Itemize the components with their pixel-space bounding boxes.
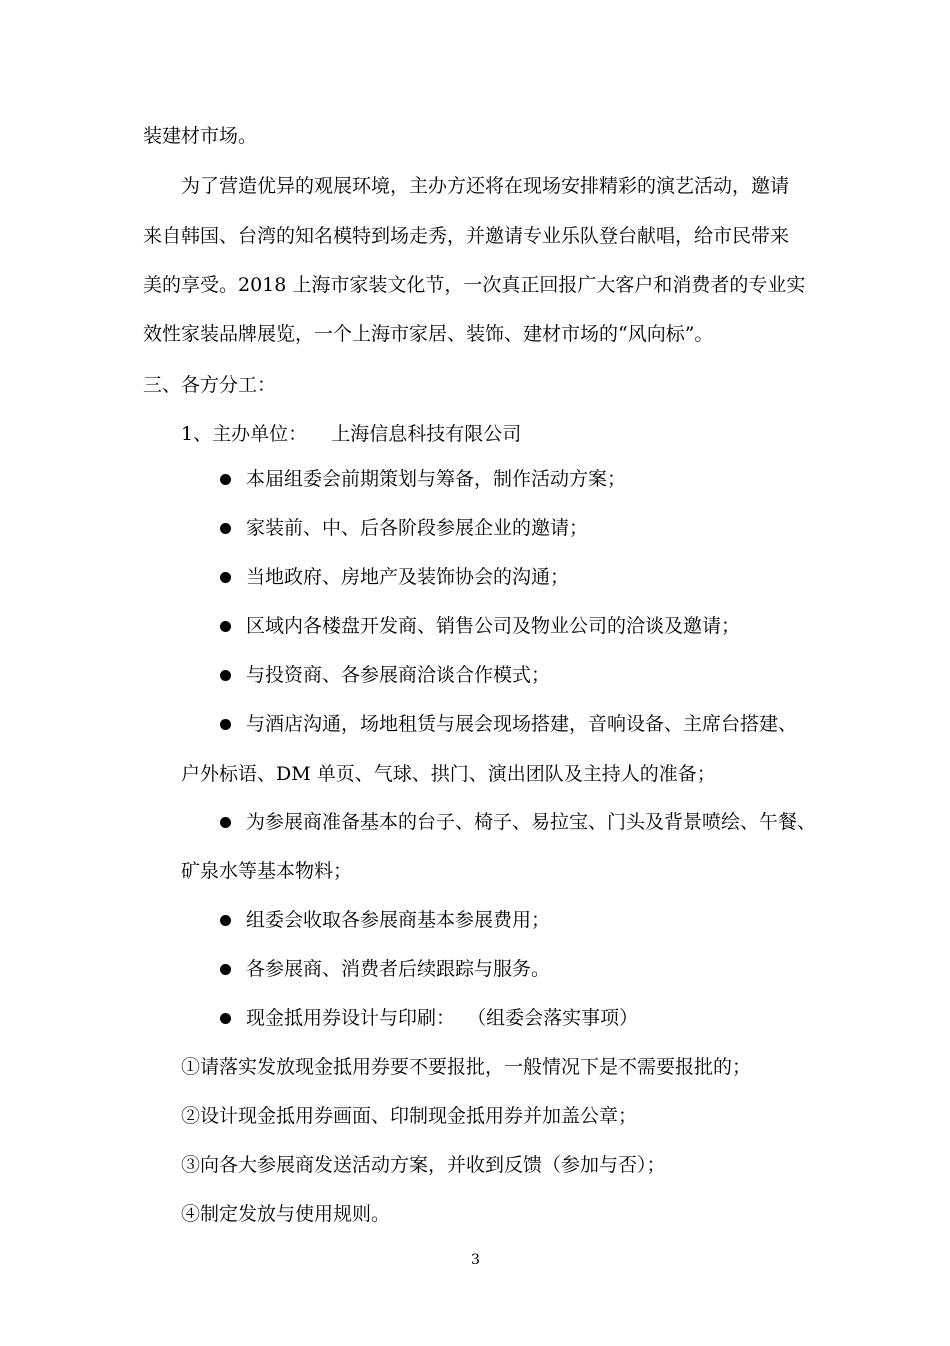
- bullet-dot-icon: [220, 621, 231, 632]
- bullet-item-continuation: 户外标语、DM 单页、气球、拱门、演出团队及主持人的准备；: [181, 763, 716, 785]
- bullet-item: 本届组委会前期策划与筹备，制作活动方案；: [246, 468, 627, 490]
- paragraph-intro-line-1: 为了营造优异的观展环境，主办方还将在现场安排精彩的演艺活动，邀请: [181, 175, 790, 197]
- bullet-dot-icon: [220, 915, 231, 926]
- bullet-dot-icon: [220, 964, 231, 975]
- bullet-dot-icon: [220, 1013, 231, 1024]
- paragraph-intro-line-2: 来自韩国、台湾的知名模特到场走秀，并邀请专业乐队登台献唱，给市民带来: [143, 225, 790, 247]
- bullet-dot-icon: [220, 719, 231, 730]
- bullet-item-continuation: 矿泉水等基本物料；: [181, 860, 353, 882]
- bullet-dot-icon: [220, 474, 231, 485]
- bullet-item: 区域内各楼盘开发商、销售公司及物业公司的洽谈及邀请；: [246, 615, 741, 637]
- bullet-item: 家装前、中、后各阶段参展企业的邀请；: [246, 517, 589, 539]
- bullet-item: 现金抵用券设计与印刷： （组委会落实事项）: [246, 1007, 639, 1029]
- numbered-item: ④制定发放与使用规则。: [181, 1203, 391, 1225]
- paragraph-continuation: 装建材市场。: [143, 125, 258, 147]
- numbered-item: ③向各大参展商发送活动方案，并收到反馈（参加与否）；: [181, 1154, 666, 1176]
- paragraph-intro-line-3: 美的享受。2018 上海市家装文化节，一次真正回报广大客户和消费者的专业实: [143, 274, 806, 296]
- section-heading: 三、各方分工：: [143, 374, 277, 396]
- bullet-dot-icon: [220, 523, 231, 534]
- bullet-item: 为参展商准备基本的台子、椅子、易拉宝、门头及背景喷绘、午餐、: [246, 811, 817, 833]
- bullet-item: 各参展商、消费者后续跟踪与服务。: [246, 958, 551, 980]
- bullet-item: 组委会收取各参展商基本参展费用；: [246, 909, 551, 931]
- bullet-dot-icon: [220, 572, 231, 583]
- bullet-item: 当地政府、房地产及装饰协会的沟通；: [246, 566, 570, 588]
- bullet-dot-icon: [220, 817, 231, 828]
- bullet-item: 与投资商、各参展商洽谈合作模式；: [246, 664, 551, 686]
- organizer-line: 1、主办单位： 上海信息科技有限公司: [181, 423, 522, 445]
- paragraph-intro-line-4: 效性家装品牌展览，一个上海市家居、装饰、建材市场的“风向标”。: [143, 323, 714, 345]
- page-number: 3: [471, 1252, 480, 1268]
- numbered-item: ①请落实发放现金抵用券要不要报批，一般情况下是不需要报批的；: [181, 1056, 752, 1078]
- numbered-item: ②设计现金抵用券画面、印制现金抵用券并加盖公章；: [181, 1105, 638, 1127]
- bullet-item: 与酒店沟通，场地租赁与展会现场搭建，音响设备、主席台搭建、: [246, 713, 798, 735]
- bullet-dot-icon: [220, 670, 231, 681]
